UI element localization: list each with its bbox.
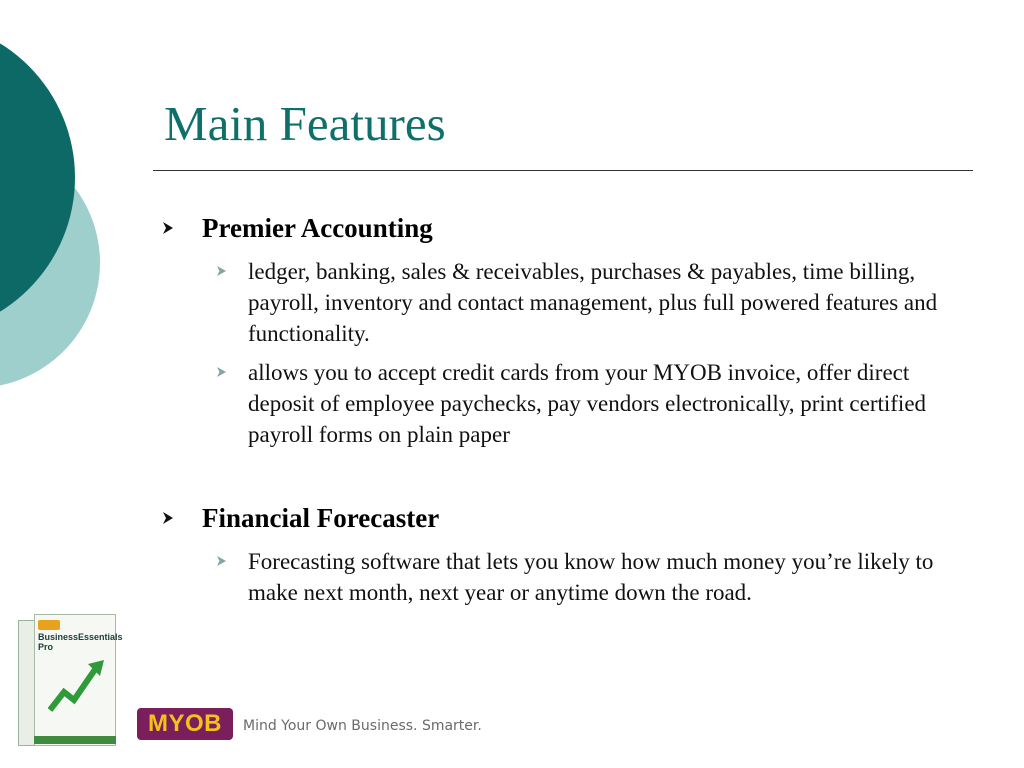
section-heading bbox=[160, 498, 960, 538]
arrow-bullet-icon bbox=[163, 222, 173, 234]
title-divider bbox=[153, 170, 973, 171]
section-heading bbox=[160, 208, 960, 248]
product-box-logo bbox=[38, 620, 60, 630]
arrow-bullet-icon bbox=[163, 512, 173, 524]
product-box-band bbox=[34, 736, 116, 744]
bullet-item bbox=[160, 256, 960, 349]
section-heading-text: Premier Accounting bbox=[202, 213, 433, 243]
section-heading-text: Financial Forecaster bbox=[202, 503, 440, 533]
arrow-bullet-icon bbox=[217, 367, 226, 377]
product-box-image bbox=[18, 614, 123, 746]
product-box-name: BusinessEssentials Pro bbox=[38, 632, 123, 652]
tagline: Mind Your Own Business. Smarter. bbox=[243, 718, 482, 734]
bullet-item bbox=[160, 357, 960, 450]
bullet-text: allows you to accept credit cards from your MYOB invoice, offer direct deposit of employee paychecks, pay vendors electronically, print certified payroll forms on plain paper bbox=[248, 360, 927, 447]
bullet-text: ledger, banking, sales & receivables, purchases & payables, time billing, payroll, inventory and contact management, plus full powered features and functionality. bbox=[248, 259, 938, 346]
arrow-bullet-icon bbox=[217, 266, 226, 276]
bullet-text: Forecasting software that lets you know how much money you’re likely to make next month, next year or anytime down the road. bbox=[248, 549, 934, 605]
bullet-item bbox=[160, 546, 960, 608]
slide-title: Main Features bbox=[164, 96, 446, 151]
growth-arrow-icon bbox=[48, 658, 108, 718]
arrow-bullet-icon bbox=[217, 556, 226, 566]
myob-logo bbox=[137, 708, 233, 740]
slide-content bbox=[160, 208, 960, 616]
myob-logo-text: MYOB bbox=[148, 710, 222, 737]
